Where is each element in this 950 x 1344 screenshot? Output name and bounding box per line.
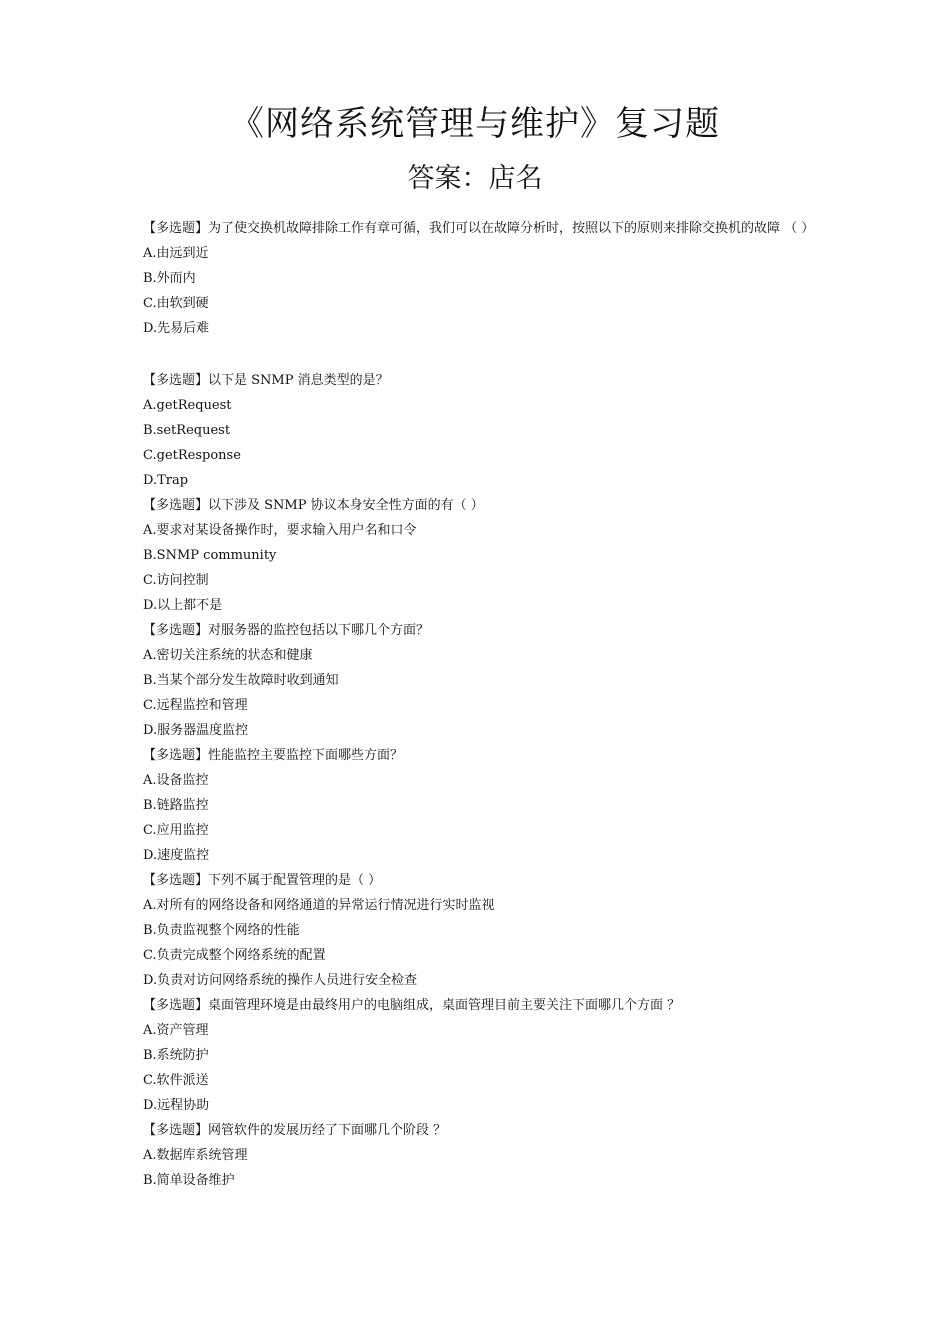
- question-option: B.简单设备维护: [143, 1173, 235, 1188]
- question: [143, 1118, 813, 1193]
- question-option: A.对所有的网络设备和网络通道的异常运行情况进行实时监视: [143, 898, 495, 913]
- question-option: B.外而内: [143, 271, 196, 286]
- question-stem: 【多选题】下列不属于配置管理的是（ ）: [143, 873, 382, 888]
- question-option: B.负责监视整个网络的性能: [143, 923, 300, 938]
- question-option: A.资产管理: [143, 1023, 209, 1038]
- question-list: [143, 216, 813, 1193]
- question-stem: 【多选题】桌面管理环境是由最终用户的电脑组成，桌面管理目前主要关注下面哪几个方面 ？: [143, 998, 681, 1013]
- document-subtitle: 答案：店名: [407, 163, 543, 194]
- question: [143, 493, 813, 618]
- question-option: B.setRequest: [143, 423, 231, 438]
- question-stem: 【多选题】网管软件的发展历经了下面哪几个阶段 ？: [143, 1123, 447, 1138]
- question-stem: 【多选题】为了使交换机故障排除工作有章可循，我们可以在故障分析时，按照以下的原则来排除交换机的故障 （ ）: [143, 221, 815, 236]
- question-option: C.getResponse: [143, 448, 241, 463]
- question: [143, 618, 813, 743]
- question-option: C.由软到硬: [143, 296, 209, 311]
- question: [143, 216, 813, 341]
- question-stem: 【多选题】以下是 SNMP 消息类型的是？: [143, 373, 389, 388]
- question-option: B.系统防护: [143, 1048, 209, 1063]
- question-option: B.链路监控: [143, 798, 209, 813]
- question: [143, 868, 813, 993]
- question-option: B.当某个部分发生故障时收到通知: [143, 673, 339, 688]
- question: [143, 743, 813, 868]
- question-option: B.SNMP community: [143, 548, 277, 563]
- question-option: D.服务器温度监控: [143, 723, 249, 738]
- question-option: A.要求对某设备操作时，要求输入用户名和口令: [143, 523, 417, 538]
- question-stem: 【多选题】对服务器的监控包括以下哪几个方面？: [143, 623, 430, 638]
- question-option: D.Trap: [143, 473, 189, 488]
- question-option: D.负责对访问网络系统的操作人员进行安全检查: [143, 973, 418, 988]
- question-option: A.设备监控: [143, 773, 209, 788]
- question-option: A.getRequest: [143, 398, 232, 413]
- question-option: C.软件派送: [143, 1073, 209, 1088]
- question-option: C.负责完成整个网络系统的配置: [143, 948, 326, 963]
- question-stem: 【多选题】以下涉及 SNMP 协议本身安全性方面的有（ ）: [143, 498, 484, 513]
- question-option: D.以上都不是: [143, 598, 223, 613]
- question: [143, 368, 813, 493]
- question-option: C.应用监控: [143, 823, 209, 838]
- question-option: A.由远到近: [143, 246, 209, 261]
- question-option: A.密切关注系统的状态和健康: [143, 648, 313, 663]
- document-title: 《网络系统管理与维护》复习题: [230, 104, 720, 144]
- question-option: C.远程监控和管理: [143, 698, 248, 713]
- question: [143, 993, 813, 1118]
- question-option: D.速度监控: [143, 848, 210, 863]
- question-option: D.远程协助: [143, 1098, 210, 1113]
- question-option: C.访问控制: [143, 573, 209, 588]
- question-option: D.先易后难: [143, 321, 210, 336]
- question-stem: 【多选题】性能监控主要监控下面哪些方面？: [143, 748, 404, 763]
- question-option: A.数据库系统管理: [143, 1148, 248, 1163]
